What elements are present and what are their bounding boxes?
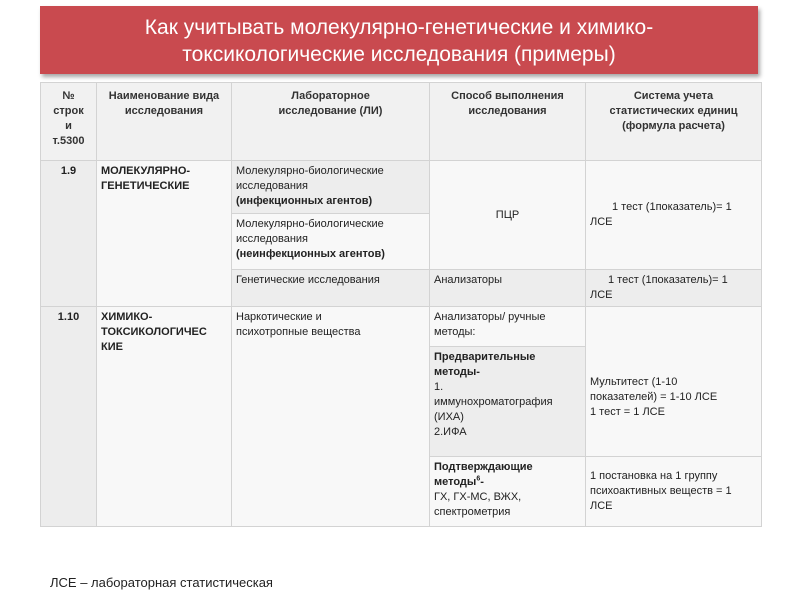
header-method: [430, 83, 586, 161]
cell-text: ЛСЕ: [590, 500, 613, 512]
cell-text: (ИХА): [434, 411, 464, 423]
cell-text: Предварительные: [434, 351, 536, 363]
header-text: Лабораторное: [291, 90, 370, 102]
cell-text: 1 тест (1показатель)= 1: [608, 274, 728, 286]
cell-text: Молекулярно-биологические: [236, 165, 384, 177]
header-text: исследования: [468, 105, 547, 117]
header-text: строк: [53, 105, 84, 117]
header-text: (формула расчета): [622, 120, 725, 132]
cell-text: КИЕ: [101, 341, 123, 353]
cell-text: исследования: [236, 180, 308, 192]
method-cell: [430, 457, 586, 527]
cell-text: 2.ИФА: [434, 426, 467, 438]
cell-text: (инфекционных агентов): [236, 195, 373, 207]
cell-text: спектрометрия: [434, 506, 511, 518]
lab-research-cell: [232, 214, 430, 270]
formula-cell: [586, 307, 762, 457]
slide-title-line-2: токсикологические исследования (примеры): [182, 43, 616, 66]
cell-text: ГХ, ГХ-МС, ВЖХ,: [434, 491, 522, 503]
cell-text: 1.: [434, 381, 444, 393]
footnote: ЛСЕ – лабораторная статистическая: [50, 575, 273, 590]
lab-research-cell: Генетические исследования: [232, 270, 430, 307]
cell-text: ЛСЕ: [590, 216, 613, 228]
header-accounting-system: [586, 83, 762, 161]
method-cell: [430, 347, 586, 457]
lab-research-cell: [232, 307, 430, 527]
header-text: Наименование вида: [108, 90, 220, 102]
row-number-cell: 1.10: [41, 307, 97, 527]
method-cell: Анализаторы: [430, 270, 586, 307]
cell-text: психотропные вещества: [236, 326, 361, 338]
header-text: и: [65, 120, 72, 132]
table-row: [41, 307, 762, 347]
formula-cell: [586, 270, 762, 307]
research-type-cell: [97, 161, 232, 307]
header-text: исследования: [124, 105, 204, 117]
header-text: статистических единиц: [609, 105, 738, 117]
header-text: Способ выполнения: [451, 90, 564, 102]
cell-text: психоактивных веществ = 1: [590, 485, 732, 497]
cell-text: исследования: [236, 233, 308, 245]
research-type-cell: [97, 307, 232, 527]
lab-research-cell: [232, 161, 430, 214]
cell-text: МОЛЕКУЛЯРНО-: [101, 165, 191, 177]
cell-text: методы:: [434, 326, 476, 338]
cell-text: [434, 475, 581, 490]
cell-text: иммунохроматография: [434, 396, 553, 408]
cell-text: 1 постановка на 1 группу: [590, 470, 718, 482]
header-lab-research: [232, 83, 430, 161]
slide-title-line-1: Как учитывать молекулярно-генетические и химико-: [144, 16, 654, 39]
header-text: Система учета: [633, 90, 714, 102]
formula-cell: [586, 457, 762, 527]
cell-text: Наркотические и: [236, 311, 322, 323]
row-number-cell: 1.9: [41, 161, 97, 307]
slide-title: [40, 6, 758, 74]
header-text: исследование (ЛИ): [278, 105, 383, 117]
cell-text: показателей) = 1-10 ЛСЕ: [590, 390, 718, 403]
cell-text: Молекулярно-биологические: [236, 218, 384, 230]
cell-text: ТОКСИКОЛОГИЧЕС: [101, 326, 207, 338]
cell-text: Анализаторы/ ручные: [434, 311, 546, 323]
cell-text: Подтверждающие: [434, 461, 533, 473]
cell-text: ХИМИКО-: [101, 311, 153, 323]
cell-text: 1 тест = 1 ЛСЕ: [590, 405, 665, 418]
cell-text: методы-: [434, 366, 480, 378]
cell-text: 1 тест (1показатель)= 1: [612, 201, 732, 213]
cell-text: Мультитест (1-10: [590, 375, 678, 388]
header-text: №: [62, 90, 75, 102]
cell-text: ЛСЕ: [590, 289, 613, 301]
header-text: т.5300: [52, 135, 85, 147]
cell-text: ГЕНЕТИЧЕСКИЕ: [101, 180, 190, 192]
table-header-row: [41, 83, 762, 161]
method-cell: ПЦР: [430, 161, 586, 270]
method-cell: [430, 307, 586, 347]
cell-text: методы: [434, 476, 477, 488]
cell-text: -: [480, 476, 484, 488]
header-research-type: [97, 83, 232, 161]
table-row: [41, 161, 762, 214]
footnote-marker: 6: [476, 475, 481, 483]
research-table: [40, 82, 762, 527]
formula-cell: [586, 161, 762, 270]
cell-text: (неинфекционных агентов): [236, 248, 385, 260]
header-row-number: [41, 83, 97, 161]
